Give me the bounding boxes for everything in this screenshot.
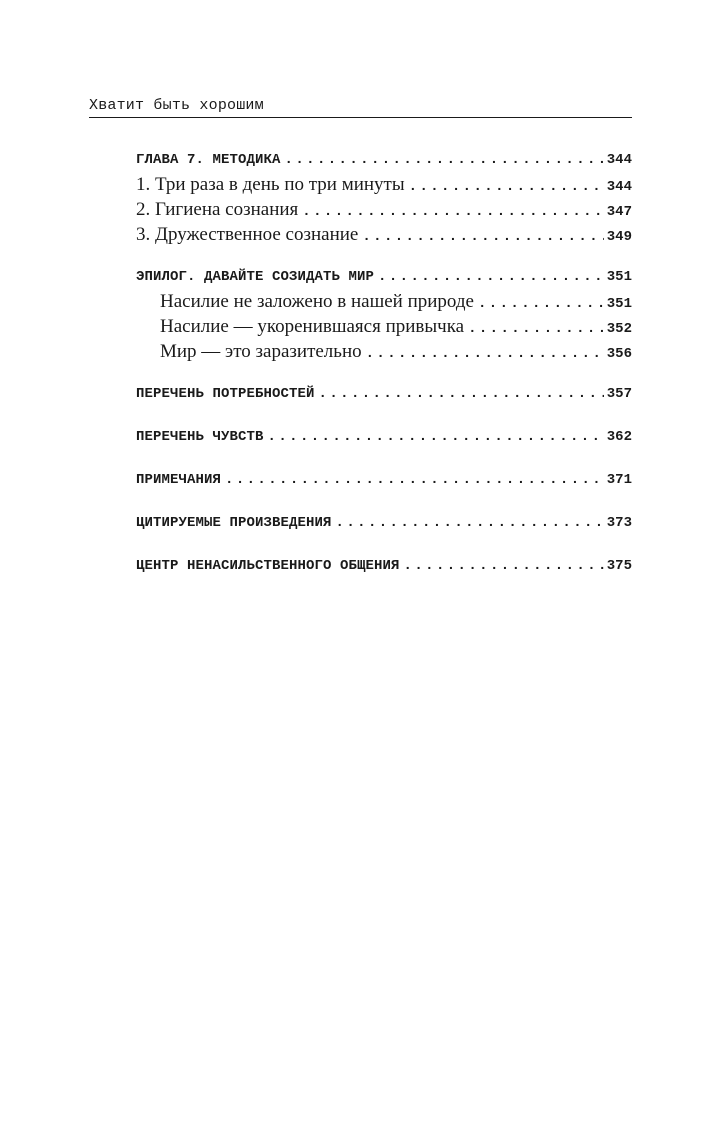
header-rule xyxy=(89,117,632,118)
toc-page-number: 373 xyxy=(606,515,632,531)
dot-leader xyxy=(319,382,604,406)
toc-entry-subsection xyxy=(136,339,632,364)
toc-page-number: 349 xyxy=(606,229,632,245)
dot-leader xyxy=(268,425,604,449)
toc-entry-section xyxy=(136,172,632,197)
running-head: Хватит быть хорошим xyxy=(89,97,264,114)
dot-leader xyxy=(336,511,604,535)
spacer xyxy=(136,364,632,382)
dot-leader xyxy=(362,225,603,247)
toc-entry-subsection xyxy=(136,314,632,339)
toc-entry-feelings-list xyxy=(136,425,632,449)
dot-leader xyxy=(378,265,604,289)
toc-entry-title: ПРИМЕЧАНИЯ xyxy=(136,472,222,488)
toc-page-number: 357 xyxy=(606,386,632,402)
toc-entry-title: Мир — это заразительно xyxy=(160,341,362,362)
toc-entry-title: 2. Гигиена сознания xyxy=(136,199,299,220)
toc-page-number: 375 xyxy=(606,558,632,574)
toc-entry-title: ЭПИЛОГ. ДАВАЙТЕ СОЗИДАТЬ МИР xyxy=(136,269,375,285)
toc-page-number: 344 xyxy=(606,179,632,195)
spacer xyxy=(136,535,632,554)
toc-entry-needs-list xyxy=(136,382,632,406)
toc-entry-title: ЦИТИРУЕМЫЕ ПРОИЗВЕДЕНИЯ xyxy=(136,515,332,531)
toc-entry-notes xyxy=(136,468,632,492)
toc-entry-title: Насилие не заложено в нашей природе xyxy=(160,291,474,312)
spacer xyxy=(136,247,632,265)
dot-leader xyxy=(302,200,603,222)
toc-entry-section xyxy=(136,222,632,247)
toc-entry-chapter-7 xyxy=(136,148,632,172)
dot-leader xyxy=(225,468,604,492)
spacer xyxy=(136,449,632,468)
toc-page-number: 344 xyxy=(606,152,632,168)
toc-page-number: 371 xyxy=(606,472,632,488)
toc-entry-cited-works xyxy=(136,511,632,535)
toc-entry-title: ГЛАВА 7. МЕТОДИКА xyxy=(136,152,281,168)
dot-leader xyxy=(468,317,604,339)
toc-entry-title: 1. Три раза в день по три минуты xyxy=(136,174,405,195)
toc-entry-title: ПЕРЕЧЕНЬ ЧУВСТВ xyxy=(136,429,264,445)
toc-entry-title: ПЕРЕЧЕНЬ ПОТРЕБНОСТЕЙ xyxy=(136,386,315,402)
toc-page-number: 352 xyxy=(606,321,632,337)
toc-page-number: 356 xyxy=(606,346,632,362)
spacer xyxy=(136,406,632,425)
toc-page-number: 351 xyxy=(606,269,632,285)
toc-page-number: 351 xyxy=(606,296,632,312)
dot-leader xyxy=(404,554,604,578)
spacer xyxy=(136,492,632,511)
toc-entry-title: 3. Дружественное сознание xyxy=(136,224,359,245)
toc-entry-title: ЦЕНТР НЕНАСИЛЬСТВЕННОГО ОБЩЕНИЯ xyxy=(136,558,400,574)
toc-page-number: 347 xyxy=(606,204,632,220)
dot-leader xyxy=(478,292,604,314)
toc-entry-epilogue xyxy=(136,265,632,289)
toc-entry-subsection xyxy=(136,289,632,314)
toc-entry-section xyxy=(136,197,632,222)
dot-leader xyxy=(409,175,604,197)
dot-leader xyxy=(285,148,604,172)
toc-entry-title: Насилие — укоренившаяся привычка xyxy=(160,316,465,337)
table-of-contents xyxy=(136,148,632,578)
dot-leader xyxy=(366,342,604,364)
toc-entry-nvc-center xyxy=(136,554,632,578)
toc-page-number: 362 xyxy=(606,429,632,445)
